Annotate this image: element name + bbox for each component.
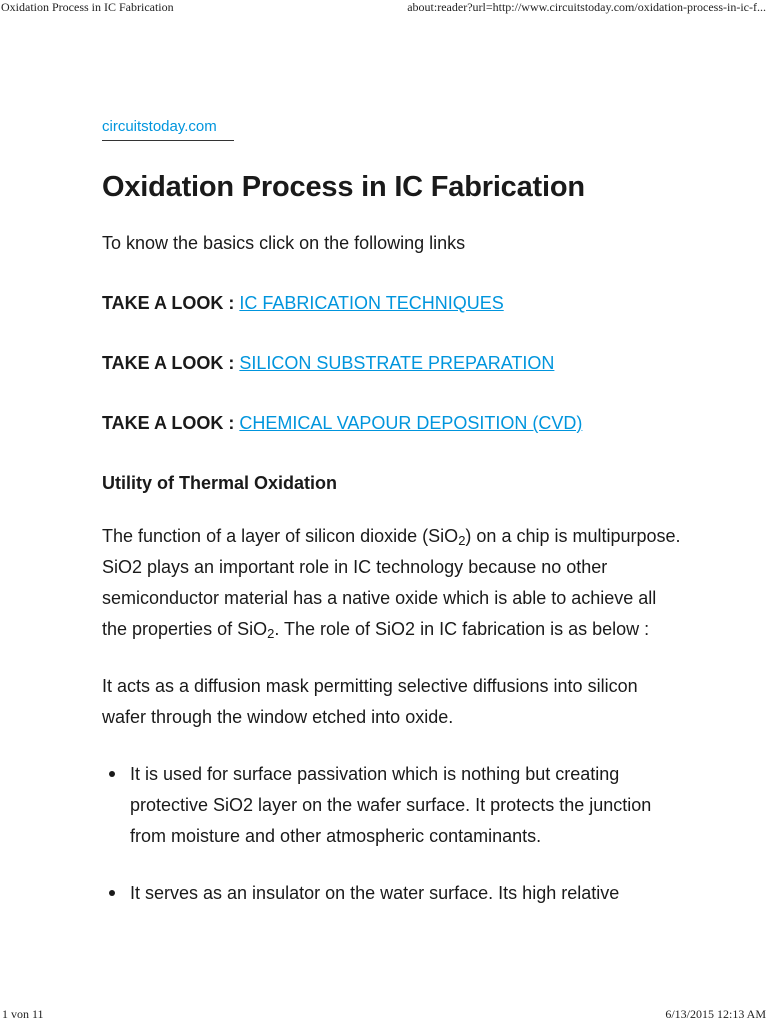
take-a-look-label: TAKE A LOOK :: [102, 413, 235, 433]
print-header: [0, 0, 768, 16]
section-heading: Utility of Thermal Oxidation: [102, 473, 338, 493]
paragraph-diffusion-mask: It acts as a diffusion mask permitting selective diffusions into silicon wafer through the window etched into oxide.: [102, 676, 638, 727]
chemical-vapour-deposition-link[interactable]: CHEMICAL VAPOUR DEPOSITION (CVD): [239, 413, 583, 433]
silicon-substrate-preparation-link[interactable]: SILICON SUBSTRATE PREPARATION: [239, 353, 555, 373]
take-a-look-row: [102, 291, 682, 315]
paragraph-text: ) on a chip is multipurpose. SiO2 plays an important role in IC technology because no other semiconductor material has a native oxide which is able to achieve all the properties of SiO: [102, 526, 681, 639]
paragraph-sio2-function: [102, 521, 682, 645]
intro-text: To know the basics click on the following links: [102, 233, 466, 253]
list-item-text: It serves as an insulator on the water surface. Its high relative: [130, 883, 620, 903]
take-a-look-label: TAKE A LOOK :: [102, 293, 235, 313]
subscript: 2: [267, 626, 275, 641]
paragraph-text: The function of a layer of silicon dioxide (SiO: [102, 526, 459, 546]
print-datetime: 6/13/2015 12:13 AM: [665, 1007, 766, 1021]
take-a-look-row: [102, 411, 682, 435]
article-title: Oxidation Process in IC Fabrication: [102, 171, 585, 203]
paragraph-text: . The role of SiO2 in IC fabrication is as below :: [274, 619, 650, 639]
bullet-list: [102, 759, 682, 909]
bullet-dot-icon: [109, 890, 115, 896]
page-number: 1 von 11: [2, 1007, 44, 1021]
bullet-dot-icon: [109, 771, 115, 777]
print-page-url: about:reader?url=http://www.circuitstoday.com/oxidation-process-in-ic-f...: [407, 0, 766, 14]
subscript: 2: [458, 533, 466, 548]
list-item: [102, 759, 682, 852]
source-domain-link[interactable]: circuitstoday.com: [102, 118, 234, 141]
ic-fabrication-techniques-link[interactable]: IC FABRICATION TECHNIQUES: [239, 293, 504, 313]
list-item: [102, 878, 682, 909]
list-item-text: It is used for surface passivation which is nothing but creating protective SiO2 layer on the wafer surface. It protects the junction from moisture and other atmospheric contaminants.: [130, 764, 652, 846]
take-a-look-row: [102, 351, 682, 375]
take-a-look-label: TAKE A LOOK :: [102, 353, 235, 373]
print-page-title: Oxidation Process in IC Fabrication: [1, 0, 174, 14]
reader-article: [102, 118, 682, 935]
print-footer: [0, 1006, 768, 1024]
